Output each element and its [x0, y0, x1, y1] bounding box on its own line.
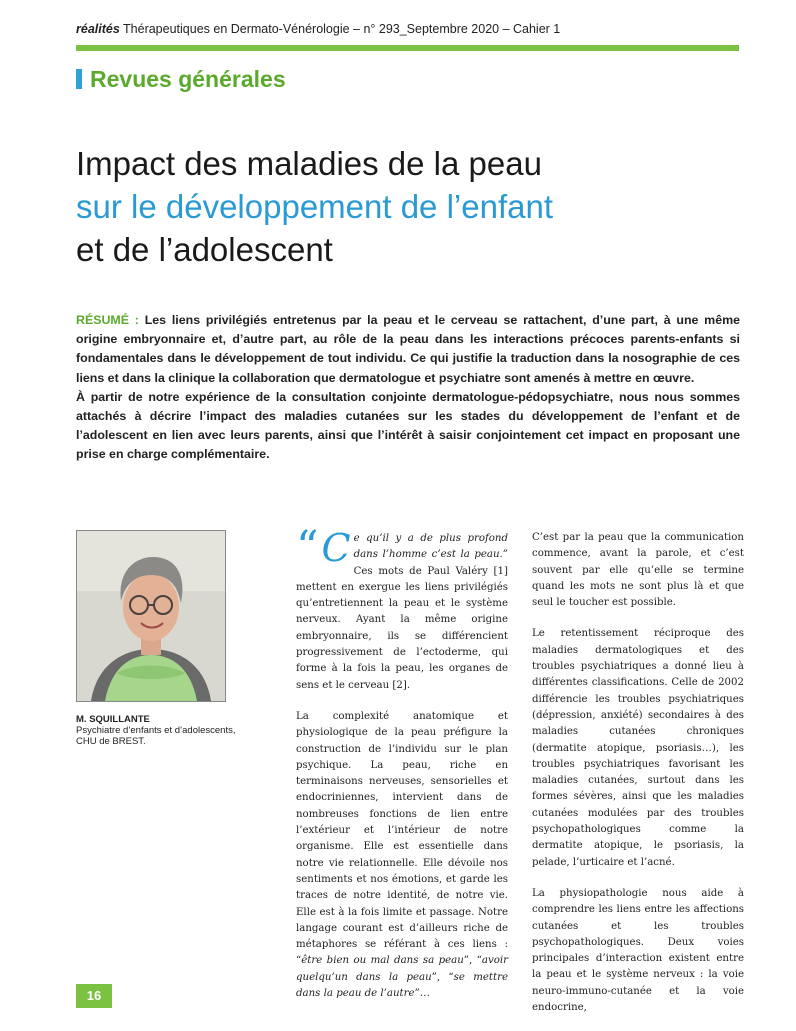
body-para-2-text: La complexité anatomique et physiologique de la peau préfigure la construction de l’individu sur le plan psychique. La peau, riche en terminaisons nerveuses, sensorielles et endocriniennes, intervient dans de nombreuses fonctions de lien entre l’extérieur et l’intérieur de notre organisme. Elle est essentielle dans notre vie relationnelle. Elle dévoile nos sentiments et nos émotions, et garde les traces de notre identité, de notre vie. Elle est à la fois limite et passage. Notre langage courant est d’ailleurs riche de métaphores se référant à ces liens : “: [296, 710, 508, 967]
author-affiliation: CHU de BREST.: [76, 736, 146, 747]
author-photo: [76, 530, 226, 702]
separator-1: ”, “: [463, 955, 482, 967]
body-para-1-text: Ces mots de Paul Valéry [1] mettent en exergue les liens privilégiés qu’entretiennent la peau et le système nerveux. Ayant la même origine embryonnaire, ils se différencient progressivement de l’ectoderme, qui forme à la fois la peau, les organes de sens et le cerveau [2].: [296, 565, 508, 691]
idiom-1: être bien ou mal dans sa peau: [301, 955, 464, 967]
body-para-3: C’est par la peau que la communication commence, avant la parole, et c’est souvent par elle qu’elle se termine quand les mots ne sont plus là et que seul le toucher est possible.: [532, 532, 744, 609]
author-block: [76, 714, 235, 747]
section-label: Revues générales: [90, 66, 286, 92]
section-heading: [76, 66, 286, 93]
article-title: [76, 142, 553, 271]
header-rule: [76, 45, 739, 51]
valery-quote: e qu’il y a de plus profond dans l’homme c’est la peau.”: [353, 533, 508, 561]
abstract-text-1: Les liens privilégiés entretenus par la peau et le cerveau se rattachent, d’une part, à une même origine embryonnaire et, d’autre part, au rôle de la peau dans les interactions précoces parents-enfants si fondamentales dans le développement de tout individu. Ce qui justifie la traduction dans la nosographie de ces liens et dans la clinique la collaboration que dermatologue et psychiatre sont amenés à mettre en œuvre.: [76, 313, 740, 385]
abstract-para-2: À partir de notre expérience de la consultation conjointe dermatologue-pédopsychiatre, nous nous sommes attachés à décrire l’impact des maladies cutanées sur les stades du développement de l’enfant et de l’adolescent en lien avec leurs parents, ainsi que l’intérêt à saisir conjointement cet impact en proposant une prise en charge complémentaire.: [76, 389, 740, 462]
author-title: Psychiatre d’enfants et d’adolescents,: [76, 725, 236, 736]
opening-quote-mark: “: [296, 522, 319, 573]
issue-info: Thérapeutiques en Dermato-Vénérologie – n° 293_Septembre 2020 – Cahier 1: [119, 22, 561, 36]
page-number: 16: [76, 984, 112, 1008]
abstract-label: RÉSUMÉ :: [76, 313, 139, 327]
idiom-3: se mettre dans la peau de l’autre: [296, 971, 508, 1000]
body-column-1: [296, 522, 508, 1017]
author-name: M. SQUILLANTE: [76, 714, 150, 725]
title-line-2: sur le développement de l’enfant: [76, 188, 553, 225]
body-para-5: La physiopathologie nous aide à comprendre les liens entre les affections cutanées et les troubles psychopathologiques. Deux voies principales d’interaction existent entre la peau et le système nerveux : la voie neuro-immuno-cutanée et la voie endocrine,: [532, 887, 744, 1014]
body-para-1: [296, 522, 508, 694]
title-line-3: et de l’adolescent: [76, 231, 333, 268]
title-line-1: Impact des maladies de la peau: [76, 145, 542, 182]
body-para-4: Le retentissement réciproque des maladies dermatologiques et des troubles psychiatriques a donné lieu à différentes classifications. Celle de 2002 différencie les troubles psychiatriques (dépression, anxiété) secondaires à des maladies cutanées chroniques (dermatite atopique, psoriasis…), les troubles psychiatriques favorisant les maladies cutanées, surtout dans les formes sévères, ainsi que les maladies cutanées modulées par des troubles psychopathologiques comme la dermatite atopique, le psoriasis, la pelade, l’urticaire et l’acné.: [532, 628, 744, 868]
journal-name: réalités: [76, 22, 120, 36]
body-column-2: [532, 530, 744, 1031]
separator-2: ”, “: [431, 971, 454, 983]
section-marker: [76, 69, 82, 89]
idiom-2: avoir quelqu’un dans la peau: [296, 955, 508, 983]
abstract-para-1: [76, 311, 740, 388]
closing-quote: ”…: [414, 988, 430, 1000]
drop-cap: C: [321, 526, 351, 570]
running-header: [76, 22, 560, 36]
author-portrait-illustration: [77, 531, 225, 701]
abstract: [76, 311, 740, 465]
body-para-2: [296, 709, 508, 1002]
